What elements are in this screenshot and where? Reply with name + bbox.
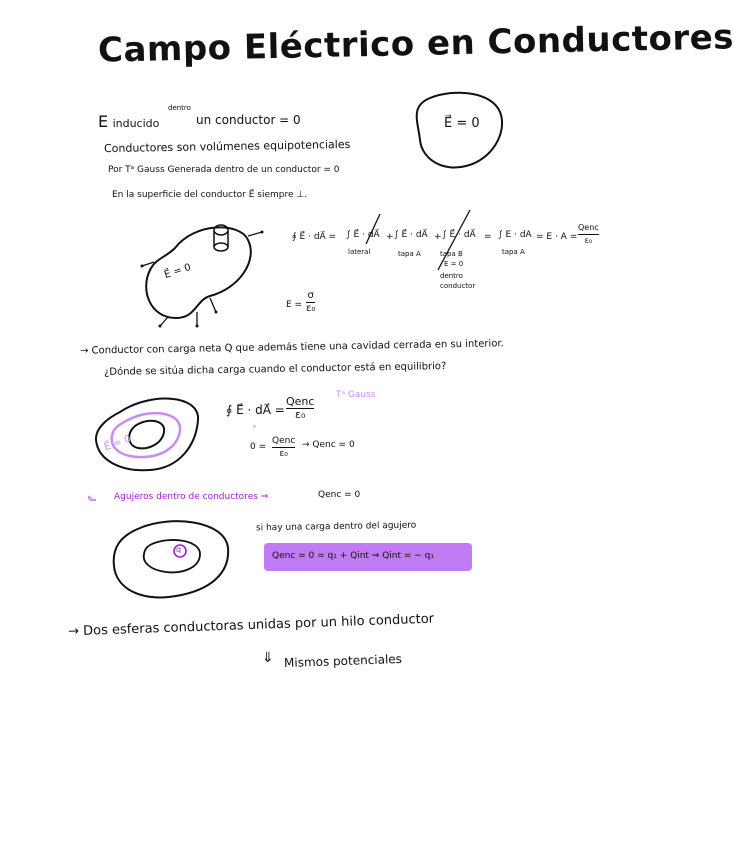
gauss-term-tapa-b-sub: tapa B: [440, 250, 463, 258]
section4-line2: Mismos potenciales: [283, 651, 403, 671]
zero-lhs: 0 =: [250, 442, 267, 452]
equipotential-line: Conductores son volúmenes equipotenciales: [103, 137, 351, 156]
gauss-rhs-den: ε₀: [584, 236, 593, 245]
sigma-den: ε₀: [306, 303, 316, 314]
sigma-num: σ: [307, 290, 314, 301]
gauss-term-tapa-a-sub: tapa A: [398, 250, 421, 258]
note-dentro: dentro: [440, 272, 463, 280]
zero-fraction: [272, 435, 295, 460]
gauss-rhs: = E · A =: [536, 232, 578, 242]
zero-num: Qenc: [272, 436, 296, 446]
zero-rhs: → Qenc = 0: [302, 440, 355, 450]
gauss-term-tapa-b: ∫ E⃗ · dA⃗: [442, 230, 476, 240]
gauss-term-final-sub: tapa A: [502, 248, 525, 256]
sigma-lhs: E =: [286, 300, 303, 310]
section4-line1: → Dos esferas conductoras unidas por un hilo conductor: [67, 611, 435, 640]
section3-line2: si hay una carga dentro del agujero: [255, 520, 417, 534]
section2-gauss-lhs: ∮ E⃗ · dA⃗ =: [226, 403, 285, 417]
e-induced-word: inducido: [112, 117, 160, 130]
gauss-rhs-fraction: [578, 222, 599, 247]
section2-line2: ¿Dónde se sitúa dicha carga cuando el conductor está en equilibrio?: [103, 361, 447, 378]
gauss-theorem-tag: Tᵃ Gauss: [336, 390, 376, 400]
gauss-rhs-num: Qenc: [578, 223, 599, 232]
surface-line: En la superficie del conductor E⃗ siempre ⊥.: [112, 190, 308, 200]
section3-line: Agujeros dentro de conductores ⇒: [114, 492, 269, 502]
section2-gauss-den: ε₀: [295, 408, 306, 421]
gauss-term-final: ∫ E · dA: [498, 230, 532, 240]
page-title: Campo Eléctrico en Conductores: [97, 17, 734, 71]
note-e-zero: E = 0: [444, 260, 464, 268]
gauss-plus-2: +: [434, 232, 442, 242]
cavity-label: E⃗ = 0: [102, 433, 133, 454]
hole-charge-label: q: [176, 545, 182, 554]
section2-gauss-num: Qenc: [286, 395, 315, 408]
highlighted-equation: Qenc = 0 = q₁ + Qint ⇒ Qint = − q₁: [272, 551, 434, 561]
conductor-with-hole: [114, 521, 228, 597]
gauss-lhs: ∮ E⃗ · dA⃗ =: [292, 232, 337, 242]
e-induced-suffix: un conductor = 0: [196, 113, 301, 127]
e-induced-sup: dentro: [168, 104, 191, 112]
gauss-term-tapa-a: ∫ E⃗ · dA⃗: [394, 230, 428, 240]
bubble-label: E⃗ = 0: [444, 116, 480, 131]
hole-inner-surface: [144, 540, 200, 572]
blob-label: E⃗ = 0: [162, 262, 193, 281]
sigma-fraction: [306, 290, 315, 315]
gauss-line: Por Tᵃ Gauss Generada dentro de un conductor = 0: [108, 165, 340, 175]
e-symbol: E: [98, 112, 109, 131]
cavity: [129, 421, 164, 449]
gauss-term-lateral: ∫ E⃗ · dA⃗: [346, 230, 380, 240]
section3-bullet: ▸: [88, 493, 93, 503]
e-induced-line: [98, 112, 159, 131]
section2-gauss-fraction: [286, 396, 314, 421]
gauss-equals: =: [484, 232, 492, 242]
zero-den: ε₀: [279, 449, 288, 459]
section2-line1: → Conductor con carga neta Q que además tiene una cavidad cerrada en su interior.: [79, 338, 504, 357]
conductor-blob: [146, 227, 251, 318]
gauss-cylinder-bottom: [214, 243, 228, 251]
gauss-term-lateral-sub: lateral: [348, 248, 371, 256]
note-conductor: conductor: [440, 282, 476, 290]
ditto-mark: ": [252, 424, 257, 435]
section3-line-rhs: Qenc = 0: [318, 490, 361, 500]
down-arrow: ⇓: [262, 650, 274, 666]
gauss-plus-1: +: [386, 232, 394, 242]
